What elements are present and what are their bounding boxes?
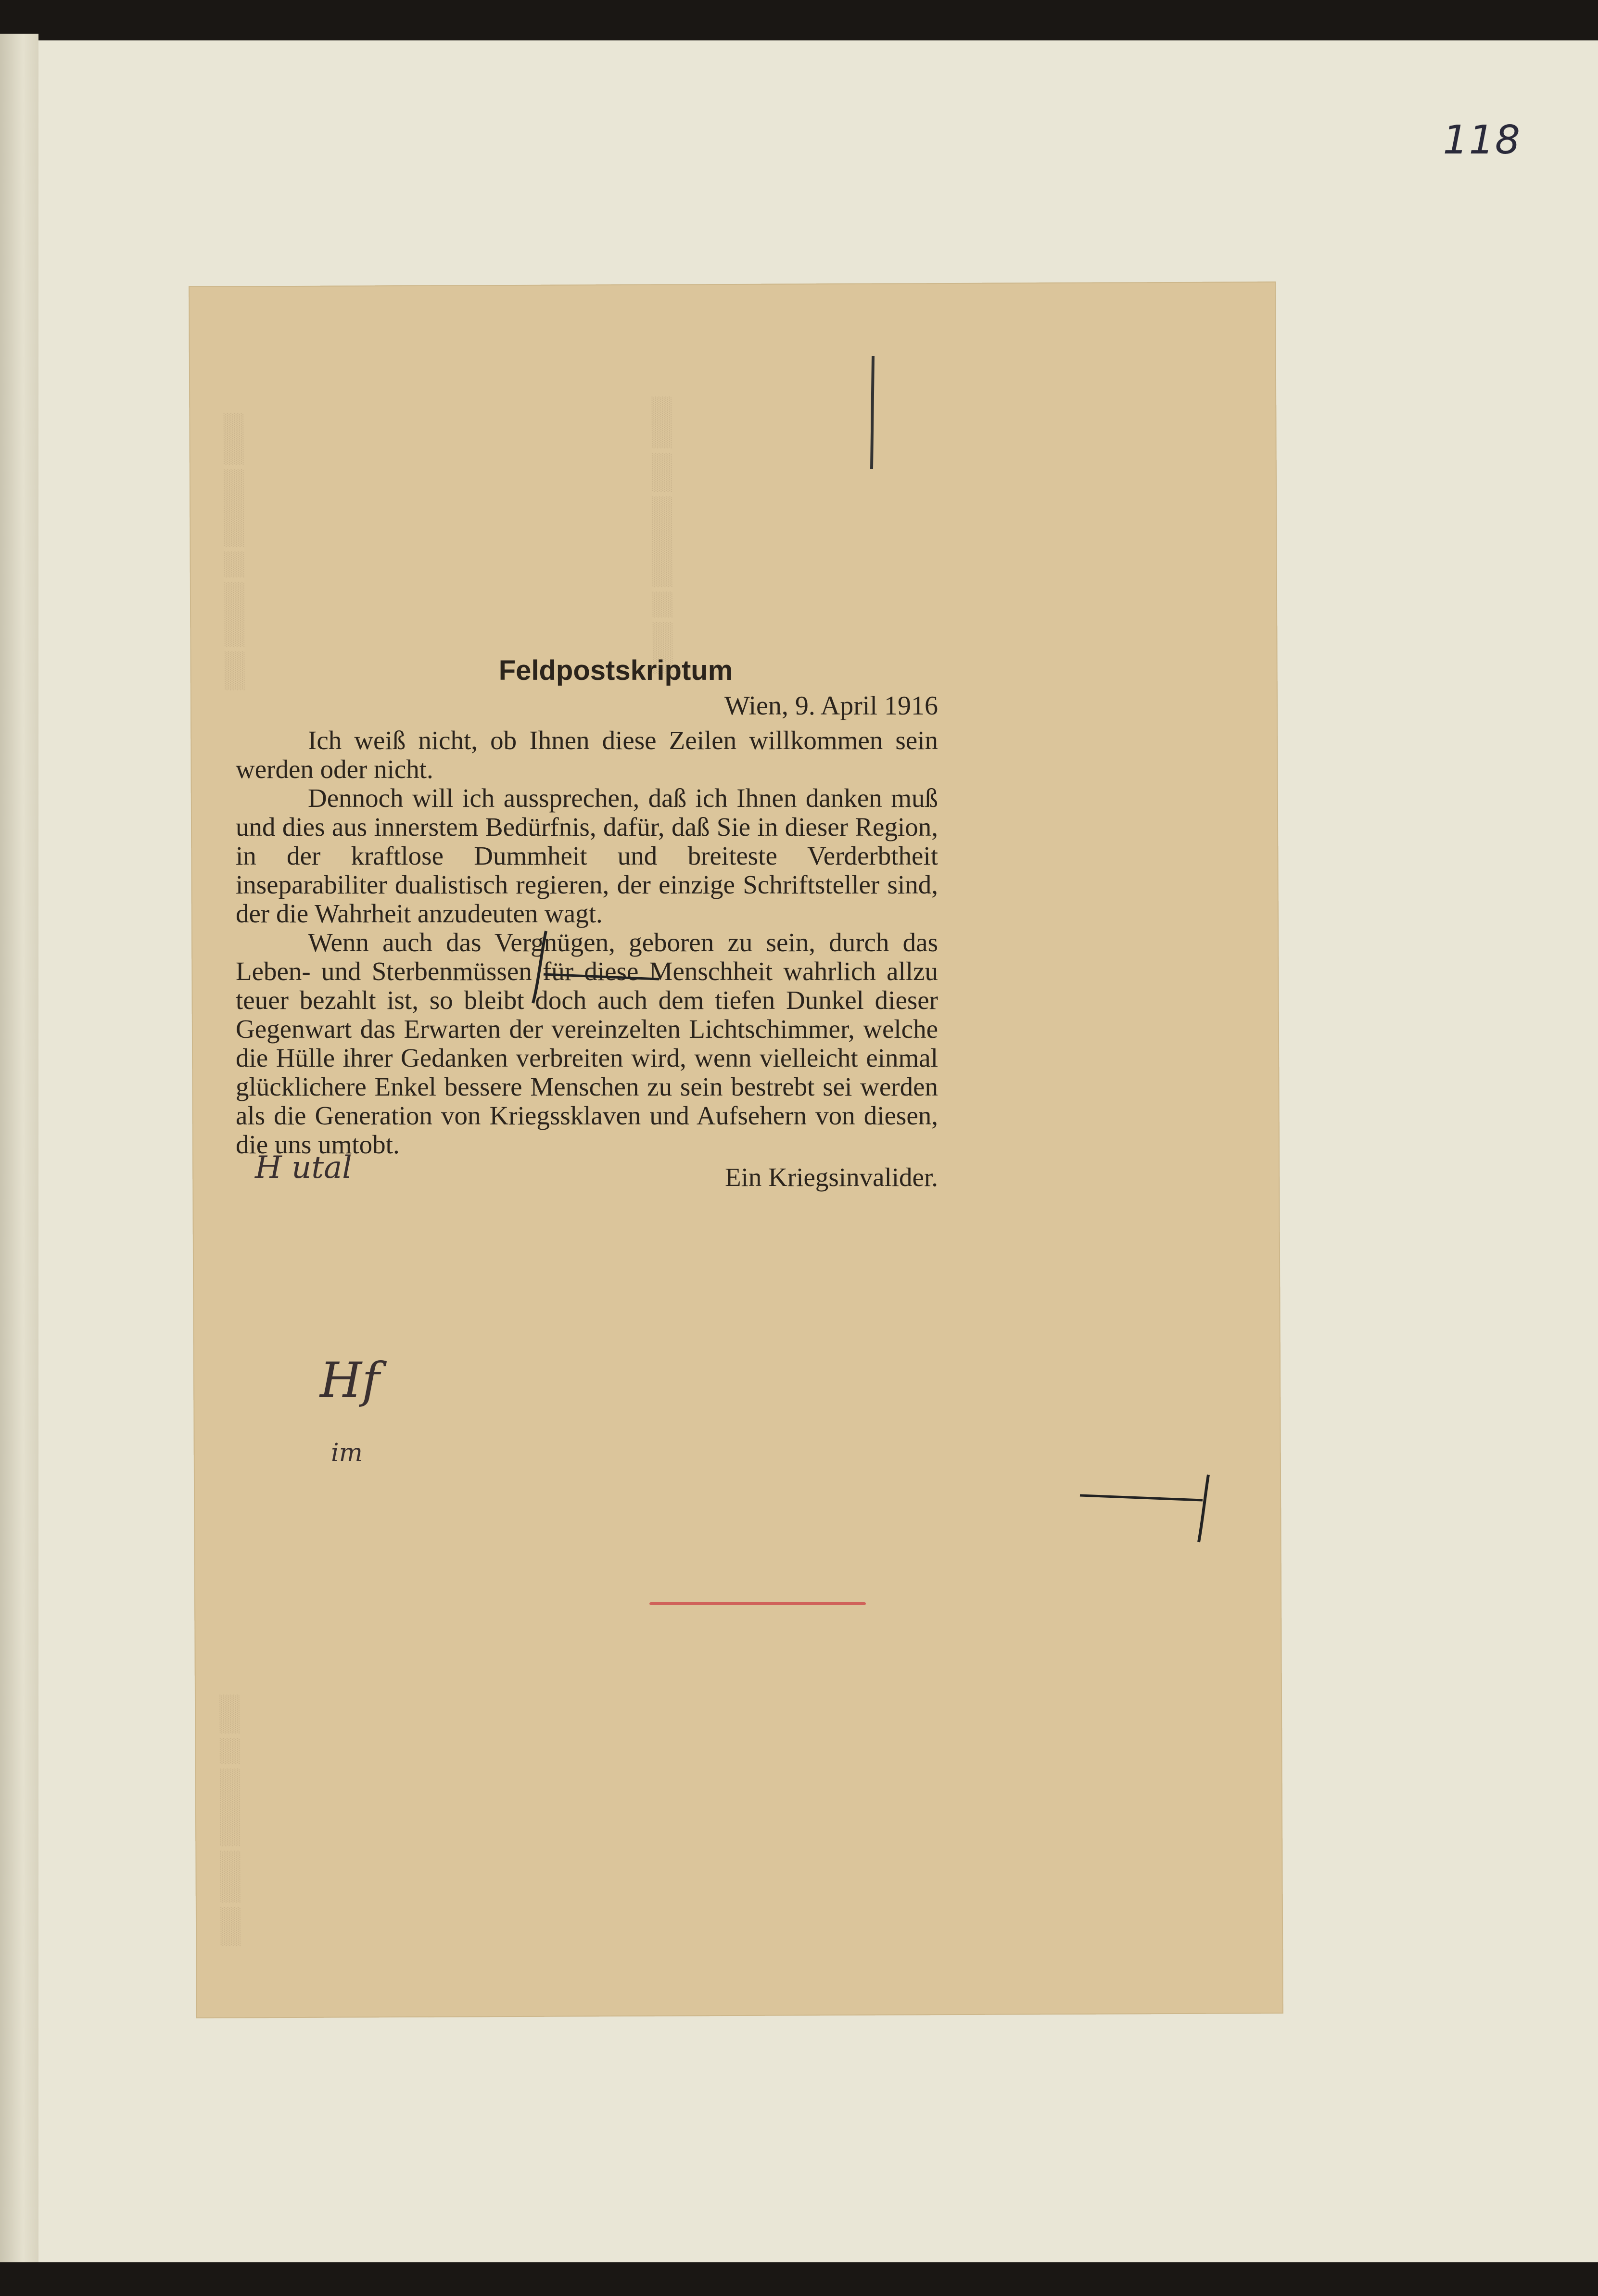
dateline: Wien, 9. April 1916 (724, 691, 938, 721)
margin-note: H utal (255, 1150, 352, 1186)
article-title: Feldpostskriptum (498, 655, 733, 686)
paragraph: Ich weiß nicht, ob Ihnen diese Zeilen willkommen sein werden oder nicht. (236, 726, 938, 784)
page-number: 118 (1443, 117, 1521, 163)
margin-note: im (331, 1439, 363, 1467)
signature: Ein Kriegsinvalider. (725, 1162, 938, 1192)
margin-note: Hf (320, 1352, 380, 1408)
bleed-through-texture: ▒▒▒▒ ▒▒ ▒▒▒▒▒▒▒ ▒▒▒ ▒▒▒▒ (651, 396, 672, 674)
paragraph: Dennoch will ich aussprechen, daß ich Ihnen danken muß und dies aus innerstem Bedürfnis, dafür, daß Sie in dieser Region, in der kraftlose Dummheit und breiteste Verderbtheit inseparabiliter dualistisch regieren, der einzige Schriftsteller sind, der die Wahrheit anzudeuten wagt. (236, 783, 938, 928)
red-pencil-underline (649, 1602, 866, 1605)
paragraph: Wenn auch das Vergnügen, geboren zu sein, durch das Leben- und Sterbenmüssen für diese Menschheit wahrlich allzu teuer bezahlt ist, so bleibt doch auch dem tiefen Dunkel dieser Gegenwart das Erwarten der vereinzelten Lichtschimmer, welche die Hülle ihrer Gedanken verbreiten wird, wenn vielleicht einmal glücklichere Enkel bessere Menschen zu sein bestrebt sei werden als die Generation von Kriegssklaven und Aufsehern von diesen, die uns umtobt. (236, 928, 938, 1159)
binding-edge (0, 34, 38, 2262)
article (236, 654, 938, 1192)
bleed-through-texture: ▒▒▒ ▒▒▒▒ ▒▒▒▒▒▒ ▒▒ ▒▒▒ (218, 1694, 241, 1946)
bleed-through-texture: ▒▒▒ ▒▒▒▒▒ ▒▒ ▒▒▒▒▒▒ ▒▒▒▒ (223, 412, 244, 690)
